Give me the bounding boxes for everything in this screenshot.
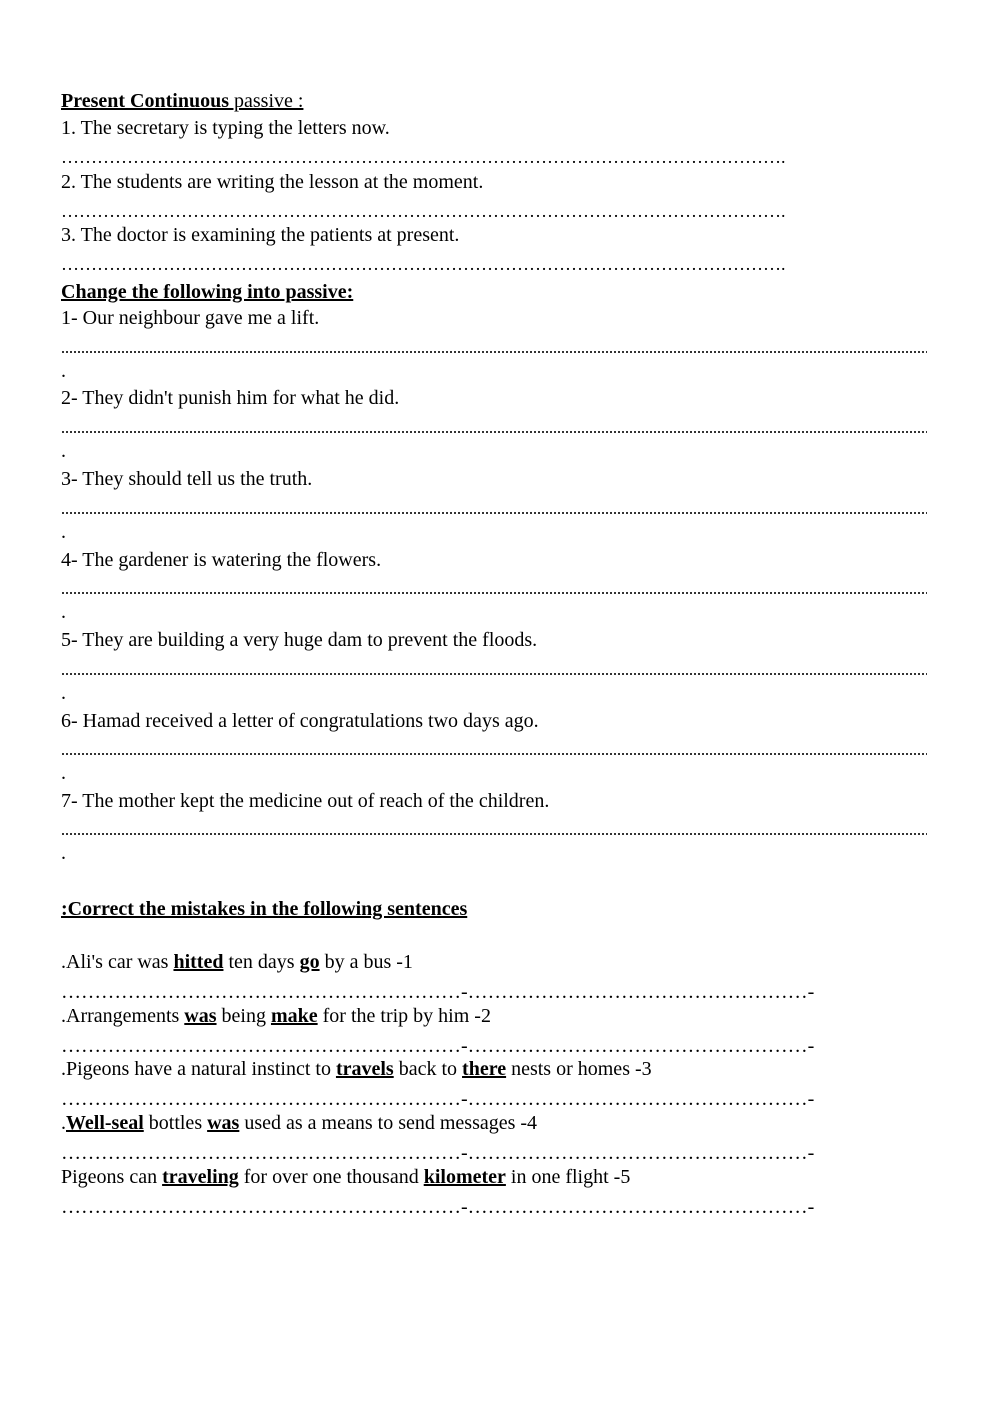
answer-line[interactable] <box>61 351 927 353</box>
answer-line[interactable] <box>61 833 927 835</box>
mistake-word: kilometer <box>423 1166 506 1188</box>
answer-line[interactable]: …………………………………………………………………………………………………………. <box>61 201 786 221</box>
section2-item-1: 1- Our neighbour gave me a lift. <box>61 307 320 329</box>
sentence-text: for over one thousand <box>238 1166 424 1188</box>
line-end-period: . <box>61 360 66 382</box>
sentence-text: bottles <box>143 1112 208 1134</box>
sentence-text: nests or homes -3 <box>506 1058 652 1080</box>
sentence-text: ten days <box>223 951 300 973</box>
sentence-text: . <box>61 1112 66 1134</box>
answer-line[interactable]: ……………………………………………………-……………………………………………- <box>61 1092 815 1106</box>
correction-sentence-2 <box>61 1004 491 1028</box>
mistake-word: go <box>299 951 320 973</box>
section1-item-3: 3. The doctor is examining the patients at present. <box>61 224 460 246</box>
answer-line[interactable]: …………………………………………………………………………………………………………. <box>61 147 786 167</box>
section2-heading: Change the following into passive: <box>61 281 354 303</box>
section2-item-7: 7- The mother kept the medicine out of reach of the children. <box>61 790 550 812</box>
section1-heading <box>61 89 303 113</box>
sentence-text: .Arrangements <box>61 1005 185 1027</box>
section2-item-6: 6- Hamad received a letter of congratulations two days ago. <box>61 710 539 732</box>
section3-heading: :Correct the mistakes in the following sentences <box>61 898 468 920</box>
mistake-word: make <box>270 1005 318 1027</box>
sentence-text: in one flight -5 <box>505 1166 631 1188</box>
answer-line[interactable]: …………………………………………………………………………………………………………. <box>61 254 786 274</box>
sentence-text: back to <box>393 1058 463 1080</box>
section1-item-2: 2. The students are writing the lesson at the moment. <box>61 171 484 193</box>
correction-sentence-3 <box>61 1057 652 1081</box>
answer-line[interactable]: ……………………………………………………-……………………………………………- <box>61 1039 815 1053</box>
answer-line[interactable]: ……………………………………………………-……………………………………………- <box>61 985 815 999</box>
correction-sentence-1 <box>61 950 413 974</box>
section2-item-5: 5- They are building a very huge dam to prevent the floods. <box>61 629 538 651</box>
mistake-word: was <box>184 1005 217 1027</box>
sentence-text: being <box>216 1005 271 1027</box>
answer-line[interactable] <box>61 673 927 675</box>
sentence-text: used as a means to send messages -4 <box>239 1112 538 1134</box>
line-end-period: . <box>61 842 66 864</box>
section1-heading-rest: passive : <box>229 90 304 112</box>
section2-item-2: 2- They didn't punish him for what he did. <box>61 387 400 409</box>
answer-line[interactable] <box>61 592 927 594</box>
line-end-period: . <box>61 762 66 784</box>
section2-item-4: 4- The gardener is watering the flowers. <box>61 549 382 571</box>
mistake-word: traveling <box>162 1166 239 1188</box>
sentence-text: .Ali's car was <box>61 951 174 973</box>
sentence-text: for the trip by him -2 <box>317 1005 491 1027</box>
line-end-period: . <box>61 601 66 623</box>
line-end-period: . <box>61 440 66 462</box>
answer-line[interactable]: ……………………………………………………-……………………………………………- <box>61 1146 815 1160</box>
sentence-text: .Pigeons have a natural instinct to <box>61 1058 336 1080</box>
mistake-word: Well-seal <box>66 1112 144 1134</box>
answer-line[interactable] <box>61 753 927 755</box>
answer-line[interactable] <box>61 431 927 433</box>
line-end-period: . <box>61 682 66 704</box>
section1-item-1: 1. The secretary is typing the letters now. <box>61 117 390 139</box>
mistake-word: travels <box>335 1058 394 1080</box>
answer-line[interactable]: ……………………………………………………-……………………………………………- <box>61 1200 815 1214</box>
section1-heading-bold: Present Continuous <box>61 90 229 112</box>
correction-sentence-4 <box>61 1111 537 1135</box>
sentence-text: by a bus -1 <box>319 951 413 973</box>
mistake-word: was <box>207 1112 240 1134</box>
mistake-word: there <box>462 1058 507 1080</box>
sentence-text: Pigeons can <box>61 1166 163 1188</box>
mistake-word: hitted <box>173 951 224 973</box>
answer-line[interactable] <box>61 512 927 514</box>
section2-item-3: 3- They should tell us the truth. <box>61 468 313 490</box>
line-end-period: . <box>61 521 66 543</box>
correction-sentence-5 <box>61 1165 630 1189</box>
